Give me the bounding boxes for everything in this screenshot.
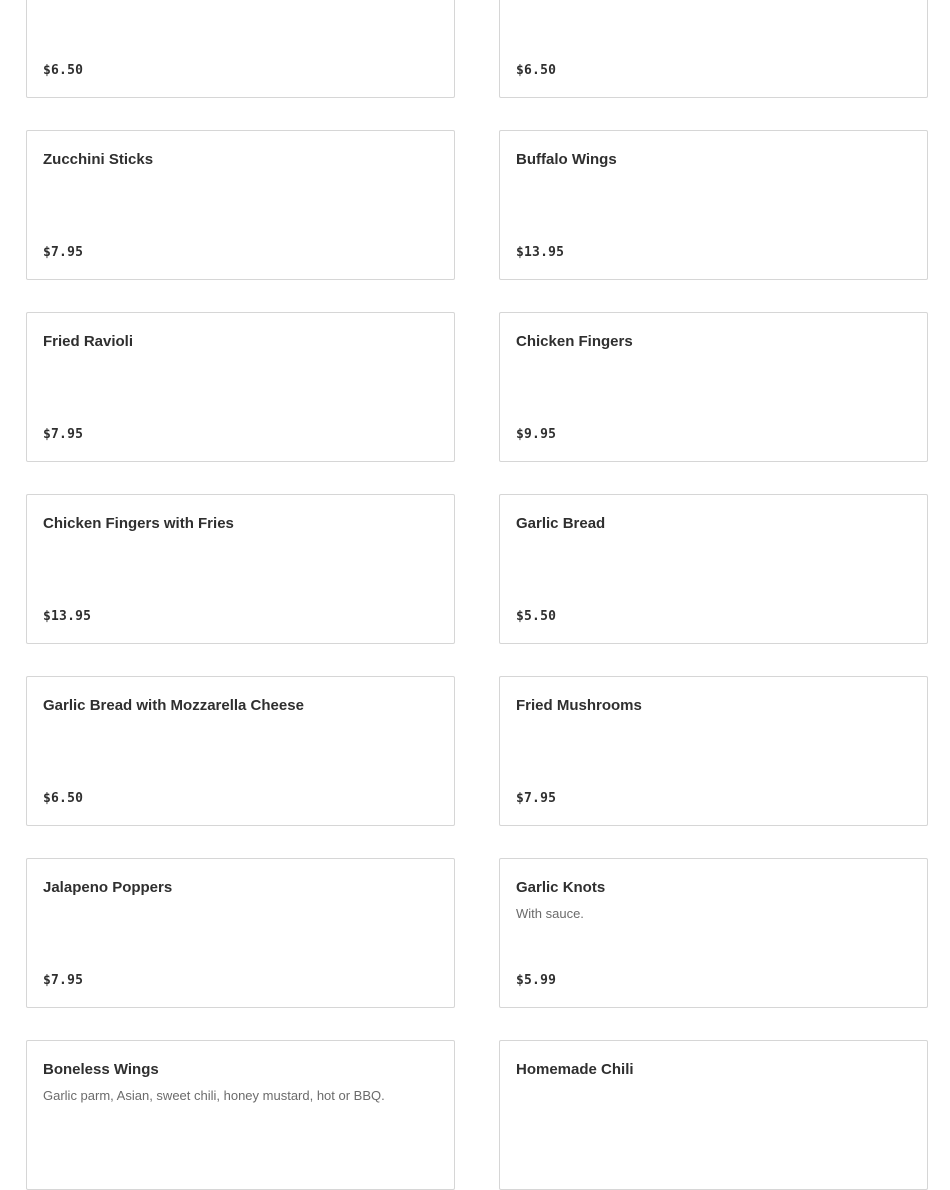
menu-item-name: Garlic Bread with Mozzarella Cheese — [43, 697, 304, 714]
menu-item-card-chicken-fingers[interactable] — [499, 312, 928, 462]
menu-item-name: Jalapeno Poppers — [43, 879, 173, 896]
menu-item-price: $7.95 — [43, 427, 84, 442]
menu-item-price: $13.95 — [516, 245, 565, 260]
menu-item-name: Homemade Chili — [516, 1061, 634, 1078]
menu-item-card-fried-ravioli[interactable] — [26, 312, 455, 462]
menu-item-name: Garlic Bread — [516, 515, 606, 532]
menu-item-card-chicken-fingers-with-fries[interactable] — [26, 494, 455, 644]
menu-item-price: $7.95 — [43, 973, 84, 988]
menu-item-name: Garlic Knots — [516, 879, 606, 896]
menu-item-card-garlic-bread-mozzarella[interactable] — [26, 676, 455, 826]
menu-item-card-boneless-wings[interactable] — [26, 1040, 455, 1190]
menu-item-price: $7.95 — [516, 791, 557, 806]
menu-item-card[interactable] — [499, 0, 928, 98]
menu-item-card-garlic-knots[interactable] — [499, 858, 928, 1008]
menu-item-card-jalapeno-poppers[interactable] — [26, 858, 455, 1008]
menu-item-name: Zucchini Sticks — [43, 151, 154, 168]
menu-item-card-buffalo-wings[interactable] — [499, 130, 928, 280]
menu-item-name: Boneless Wings — [43, 1061, 159, 1078]
menu-item-card-zucchini-sticks[interactable] — [26, 130, 455, 280]
menu-item-name: Buffalo Wings — [516, 151, 617, 168]
menu-item-price: $6.50 — [43, 63, 84, 78]
menu-item-price: $9.95 — [516, 427, 557, 442]
menu-item-name: Fried Ravioli — [43, 333, 134, 350]
menu-item-price: $7.95 — [43, 245, 84, 260]
menu-item-price: $6.50 — [516, 63, 557, 78]
menu-item-name: Fried Mushrooms — [516, 697, 642, 714]
menu-items-grid — [26, 0, 928, 1190]
menu-item-card-fried-mushrooms[interactable] — [499, 676, 928, 826]
menu-item-card[interactable] — [26, 0, 455, 98]
menu-item-card-homemade-chili[interactable] — [499, 1040, 928, 1190]
menu-item-price: $6.50 — [43, 791, 84, 806]
menu-item-price: $5.99 — [516, 973, 557, 988]
menu-item-name: Chicken Fingers with Fries — [43, 515, 234, 532]
menu-item-name: Chicken Fingers — [516, 333, 633, 350]
menu-item-price: $5.50 — [516, 609, 557, 624]
menu-item-description: With sauce. — [516, 906, 584, 921]
menu-item-description: Garlic parm, Asian, sweet chili, honey mustard, hot or BBQ. — [43, 1088, 385, 1103]
menu-item-card-garlic-bread[interactable] — [499, 494, 928, 644]
menu-item-price: $13.95 — [43, 609, 92, 624]
